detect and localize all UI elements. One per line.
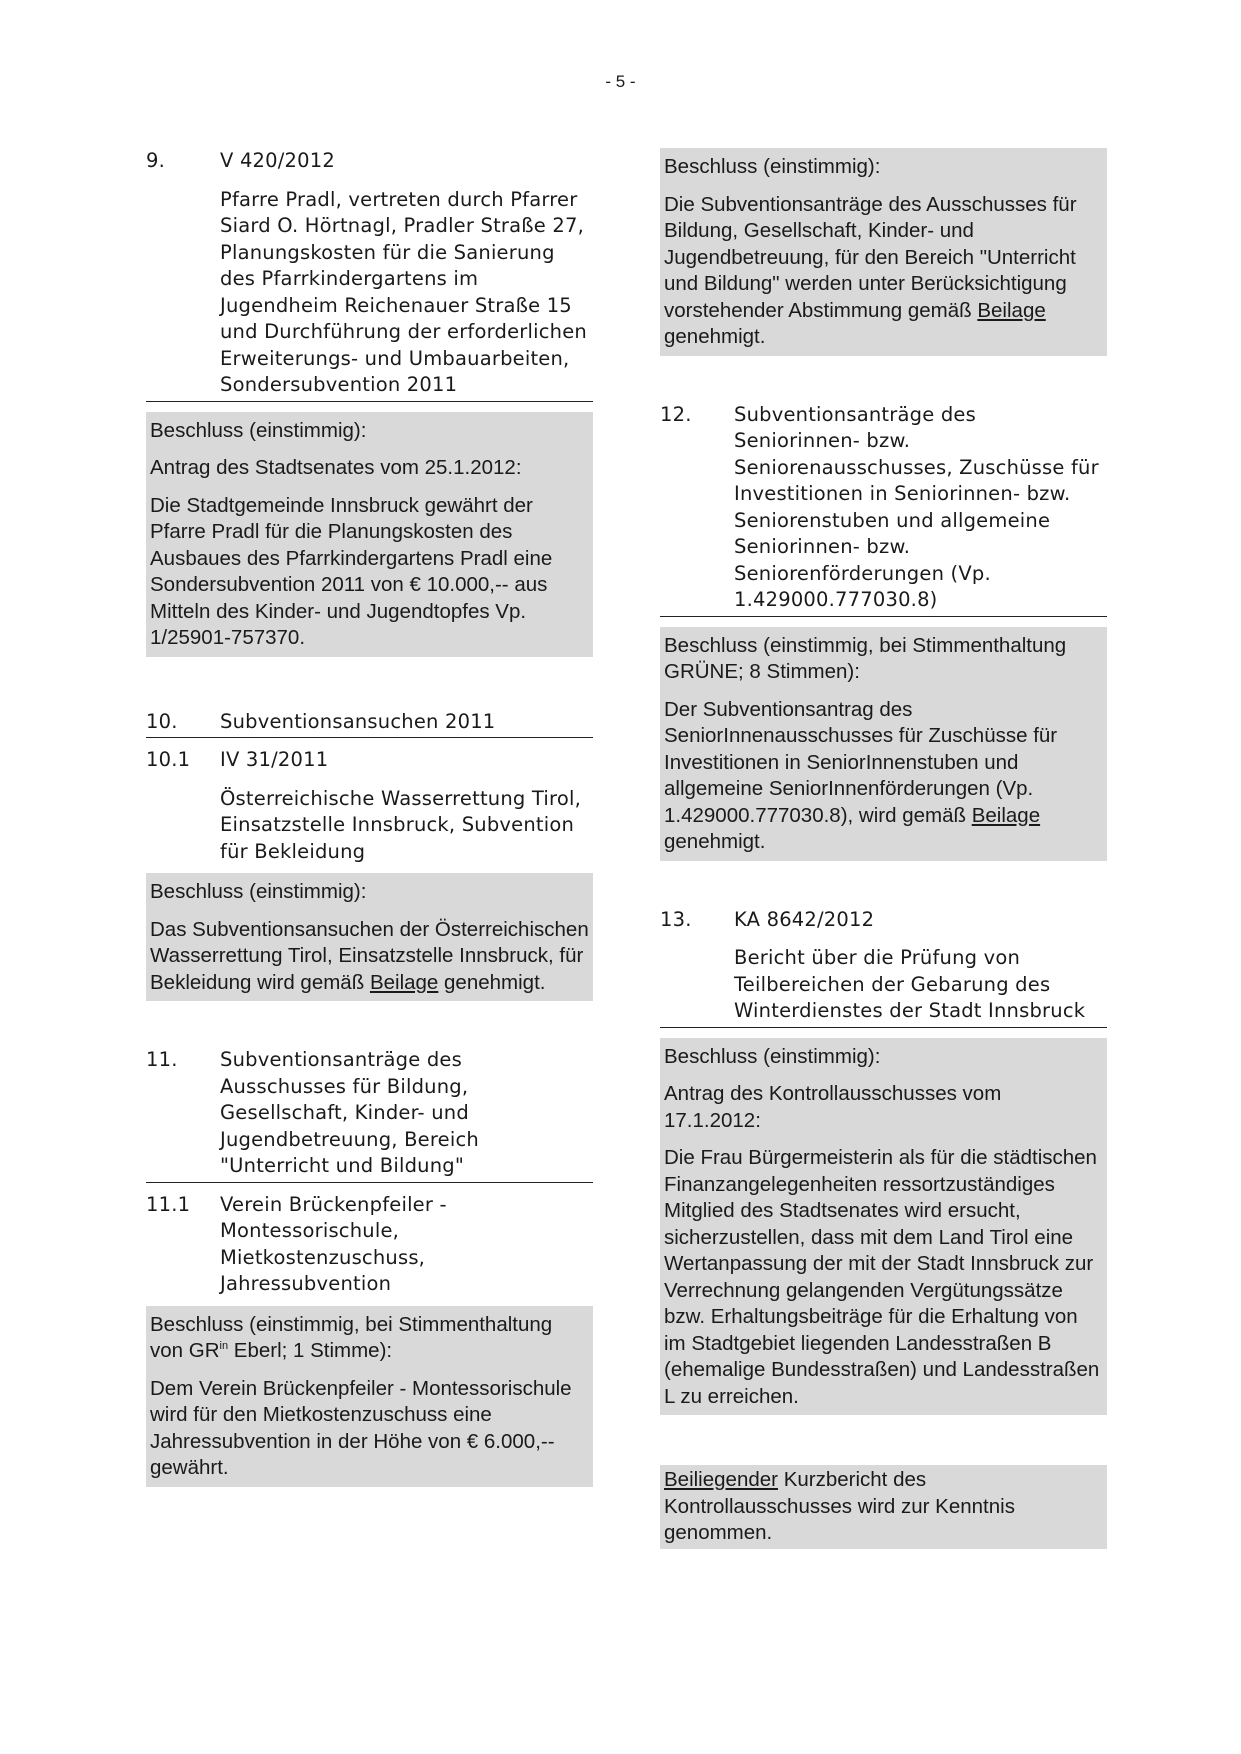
beiliegender-link[interactable]: Beiliegender xyxy=(664,1468,778,1491)
item-title: Pfarre Pradl, vertreten durch Pfarrer Siard O. Hörtnagl, Pradler Straße 27, Planungskosten für die Sanierung des Pfarrkindergartens im Jugendheim Reichenauer Straße 15 und Durchführung der erforderlichen Erweiterungs- und Umbauarbeiten, Sondersubvention 2011 xyxy=(220,187,587,396)
item-number: 11. xyxy=(146,1048,178,1071)
left-column xyxy=(146,148,593,1487)
item-title: Subventionsanträge des Ausschusses für Bildung, Gesellschaft, Kinder- und Jugendbetreuung, Bereich "Unterricht und Bildung" xyxy=(220,1048,479,1177)
resolution-text: Der Subventionsantrag des SeniorInnenausschusses für Zuschüsse für Investitionen in SeniorInnenstuben und allgemeine SeniorInnenförderungen (Vp. 1.429000.777030.8), wird gemäß Beilage genehmigt. xyxy=(664,697,1058,853)
item-number: 11.1 xyxy=(146,1192,191,1216)
item-number: 13. xyxy=(660,907,692,931)
item-12-resolution-block xyxy=(660,627,1107,861)
item-12-heading xyxy=(660,402,1107,617)
item-title: Verein Brückenpfeiler - Montessorischule, Mietkostenzuschuss, Jahressubvention xyxy=(220,1192,447,1295)
resolution-text: Dem Verein Brückenpfeiler - Montessorischule wird für den Mietkostenzuschuss eine Jahressubvention in der Höhe von € 6.000,-- gewährt. xyxy=(150,1376,572,1479)
resolution-text: Die Subventionsanträge des Ausschusses für Bildung, Gesellschaft, Kinder- und Jugendbetreuung, für den Bereich "Unterricht und Bildung" werden unter Berücksichtigung vorstehender Abstimmung gemäß Beilage genehmigt. xyxy=(664,192,1077,348)
beilage-link[interactable]: Beilage xyxy=(971,803,1041,827)
item-13-resolution-block xyxy=(660,1038,1107,1416)
resolution-label: Beschluss (einstimmig): xyxy=(150,880,367,903)
item-11-1-heading xyxy=(146,1192,593,1298)
resolution-text: Das Subventionsansuchen der Österreichischen Wasserrettung Tirol, Einsatzstelle Innsbruck, für Bekleidung wird gemäß Beilage genehmigt. xyxy=(150,917,589,994)
item-reference: KA 8642/2012 xyxy=(734,907,875,931)
item-reference: IV 31/2011 xyxy=(220,748,329,771)
item-9-heading xyxy=(146,148,593,402)
item-number: 9. xyxy=(146,149,166,172)
resolution-label: Beschluss (einstimmig): xyxy=(150,418,367,442)
item-number: 12. xyxy=(660,402,692,426)
resolution-label: Beschluss (einstimmig): xyxy=(664,1044,881,1068)
item-11-1-resolution-block xyxy=(146,1306,593,1487)
resolution-label: Beschluss (einstimmig): xyxy=(664,155,881,178)
item-13-note-block xyxy=(660,1465,1107,1549)
item-reference: V 420/2012 xyxy=(220,149,335,172)
resolution-label: Beschluss (einstimmig, bei Stimmenthaltung GRÜNE; 8 Stimmen): xyxy=(664,633,1067,683)
item-number: 10. xyxy=(146,709,178,733)
item-number: 10.1 xyxy=(146,748,191,771)
item-10-1-heading xyxy=(146,747,593,865)
motion-label: Antrag des Kontrollausschusses vom 17.1.2012: xyxy=(664,1082,1002,1132)
motion-label: Antrag des Stadtsenates vom 25.1.2012: xyxy=(150,456,522,479)
item-10-1-resolution-block xyxy=(146,873,593,1001)
resolution-text: Die Frau Bürgermeisterin als für die städtischen Finanzangelegenheiten ressortzuständiges Mitglied des Stadtsenates wird ersucht, sicherzustellen, dass mit dem Land Tirol eine Wertanpassung der mit der Stadt Innsbruck zur Verrechnung gelangenden Vergütungssätze bzw. Erhaltungsbeiträge für die Erhaltung von im Stadtgebiet liegenden Landesstraßen B (ehemalige Bundesstraßen) und Landesstraßen L zu erreichen. xyxy=(664,1146,1100,1408)
item-title: Bericht über die Prüfung von Teilbereichen der Gebarung des Winterdienstes der Stadt Innsbruck xyxy=(734,946,1086,1022)
page-number: - 5 - xyxy=(605,72,636,91)
item-title: Subventionsansuchen 2011 xyxy=(220,709,496,733)
right-column xyxy=(660,148,1107,1549)
item-title: Subventionsanträge des Seniorinnen- bzw. Seniorenausschusses, Zuschüsse für Investitionen in Seniorinnen- bzw. Seniorenstuben und allgemeine Seniorinnen- bzw. Seniorenförderungen (Vp. 1.429000.777030.8) xyxy=(734,402,1099,611)
item-title: Österreichische Wasserrettung Tirol, Einsatzstelle Innsbruck, Subvention für Bekleidung xyxy=(220,786,581,863)
resolution-text: Die Stadtgemeinde Innsbruck gewährt der Pfarre Pradl für die Planungskosten des Ausbaues des Pfarrkindergartens Pradl eine Sondersubvention 2011 von € 10.000,-- aus Mitteln des Kinder- und Jugendtopfes Vp. 1/25901-757370. xyxy=(150,493,553,649)
item-13-heading xyxy=(660,907,1107,1028)
beilage-link[interactable]: Beilage xyxy=(977,298,1046,322)
item-10-heading xyxy=(146,709,593,739)
item-9-resolution-block xyxy=(146,412,593,657)
resolution-label: Beschluss (einstimmig, bei Stimmenthaltung von $GR^{in}$ Eberl; 1 Stimme): xyxy=(150,1312,553,1362)
item-11-resolution-block xyxy=(660,148,1107,356)
item-11-heading xyxy=(146,1047,593,1183)
beilage-link[interactable]: Beilage xyxy=(369,970,439,994)
note-text: Beiliegender Kurzbericht des Kontrollausschusses wird zur Kenntnis genommen. xyxy=(664,1468,1015,1544)
